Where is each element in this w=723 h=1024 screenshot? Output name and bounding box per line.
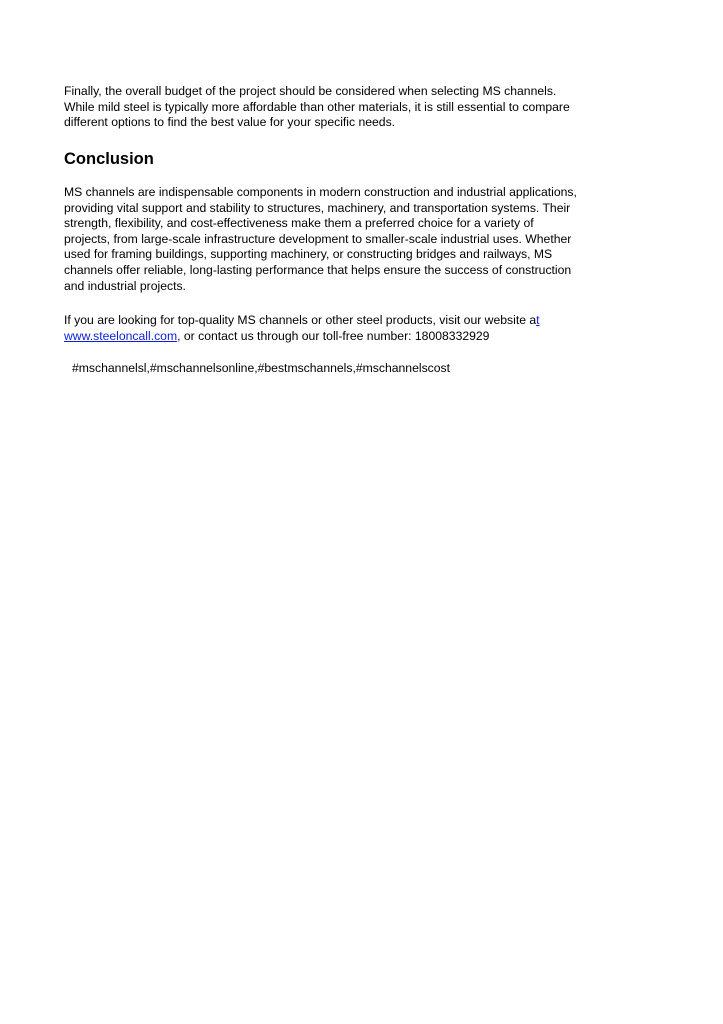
text-line: projects, from large-scale infrastructure development to smaller-scale industrial uses. Whether xyxy=(64,231,572,246)
toll-free-text: , or contact us through our toll-free number: 18008332929 xyxy=(177,328,490,343)
budget-paragraph xyxy=(64,84,570,131)
website-link[interactable]: www.steeloncall.com xyxy=(64,328,178,343)
text-line: While mild steel is typically more affordable than other materials, it is still essential to compare xyxy=(64,99,570,114)
text-line: providing vital support and stability to structures, machinery, and transportation systems. Their xyxy=(64,200,571,215)
conclusion-heading: Conclusion xyxy=(64,150,154,168)
contact-line-2 xyxy=(64,329,540,345)
text-line: used for framing buildings, supporting machinery, or constructing bridges and railways, MS xyxy=(64,247,553,262)
text-line: channels offer reliable, long-lasting performance that helps ensure the success of construction xyxy=(64,262,572,277)
text-line: and industrial projects. xyxy=(64,278,186,293)
text-line: different options to find the best value for your specific needs. xyxy=(64,115,396,130)
website-link-fragment[interactable]: t xyxy=(536,313,540,327)
conclusion-paragraph xyxy=(64,185,577,294)
text-line: strength, flexibility, and cost-effectiveness make them a preferred choice for a variety of xyxy=(64,216,534,231)
contact-paragraph xyxy=(64,313,540,344)
text-line: Finally, the overall budget of the project should be considered when selecting MS channels. xyxy=(64,84,557,98)
hashtags-text: #mschannelsl,#mschannelsonline,#bestmschannels,#mschannelscost xyxy=(72,361,451,375)
text-line: MS channels are indispensable components in modern construction and industrial applications, xyxy=(64,185,577,199)
contact-line-1 xyxy=(64,313,540,329)
hashtags-paragraph xyxy=(72,361,450,377)
contact-text: If you are looking for top-quality MS channels or other steel products, visit our website a xyxy=(64,313,537,327)
